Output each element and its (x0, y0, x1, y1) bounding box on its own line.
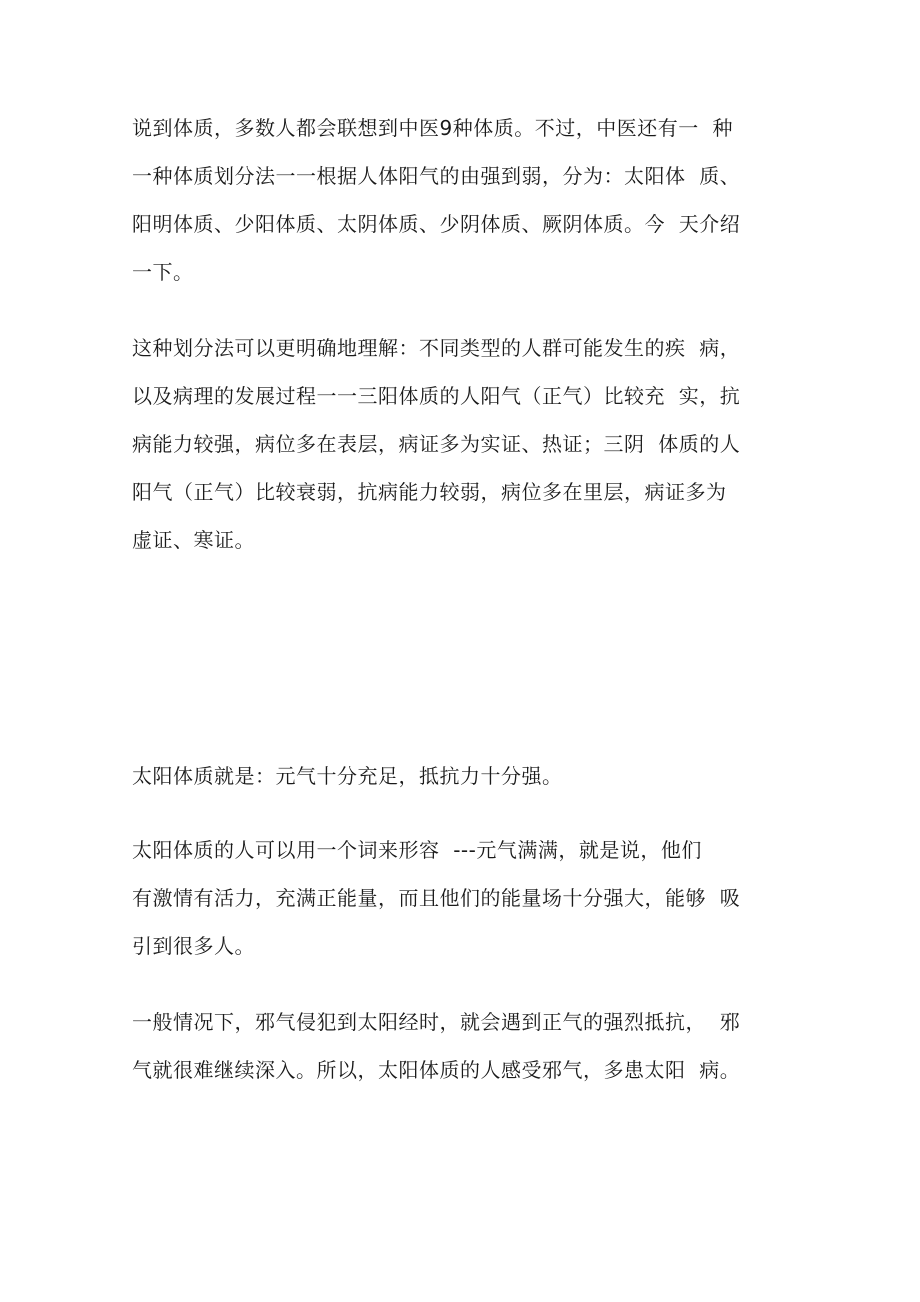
paragraph-2-line-4: 阳气（正气）比较衰弱，抗病能力较弱，病位多在里层，病证多为 (132, 480, 727, 504)
paragraph-1-line-1: 说到体质，多数人都会联想到中医9种体质。不过，中医还有一 种 (132, 116, 733, 140)
paragraph-4-line-1: 太阳体质的人可以用一个词来形容 ---元气满满，就是说，他们 (132, 838, 702, 862)
paragraph-2-line-2: 以及病理的发展过程一一三阳体质的人阳气（正气）比较充 实，抗 (132, 384, 741, 408)
paragraph-2-line-1: 这种划分法可以更明确地理解：不同类型的人群可能发生的疾 病， (132, 336, 741, 360)
paragraph-2-line-5: 虚证、寒证。 (132, 528, 255, 552)
paragraph-1-line-2: 一种体质划分法一一根据人体阳气的由强到弱，分为：太阳体 质、 (132, 164, 741, 188)
paragraph-4-line-2: 有激情有活力，充满正能量，而且他们的能量场十分强大，能够 吸 (132, 886, 741, 910)
paragraph-4-line-3: 引到很多人。 (132, 934, 255, 958)
paragraph-5-line-1: 一般情况下，邪气侵犯到太阳经时，就会遇到正气的强烈抵抗， 邪 (132, 1010, 741, 1034)
paragraph-3-line-1: 太阳体质就是：元气十分充足，抵抗力十分强。 (132, 764, 563, 788)
paragraph-1-line-4: 一下。 (132, 260, 194, 284)
paragraph-1-line-3: 阳明体质、少阳体质、太阴体质、少阴体质、厥阴体质。今 天介绍 (132, 212, 741, 236)
paragraph-2-line-3: 病能力较强，病位多在表层，病证多为实证、热证；三阴 体质的人 (132, 432, 741, 456)
paragraph-5-line-2: 气就很难继续深入。所以，太阳体质的人感受邪气，多患太阳 病。 (132, 1058, 741, 1082)
